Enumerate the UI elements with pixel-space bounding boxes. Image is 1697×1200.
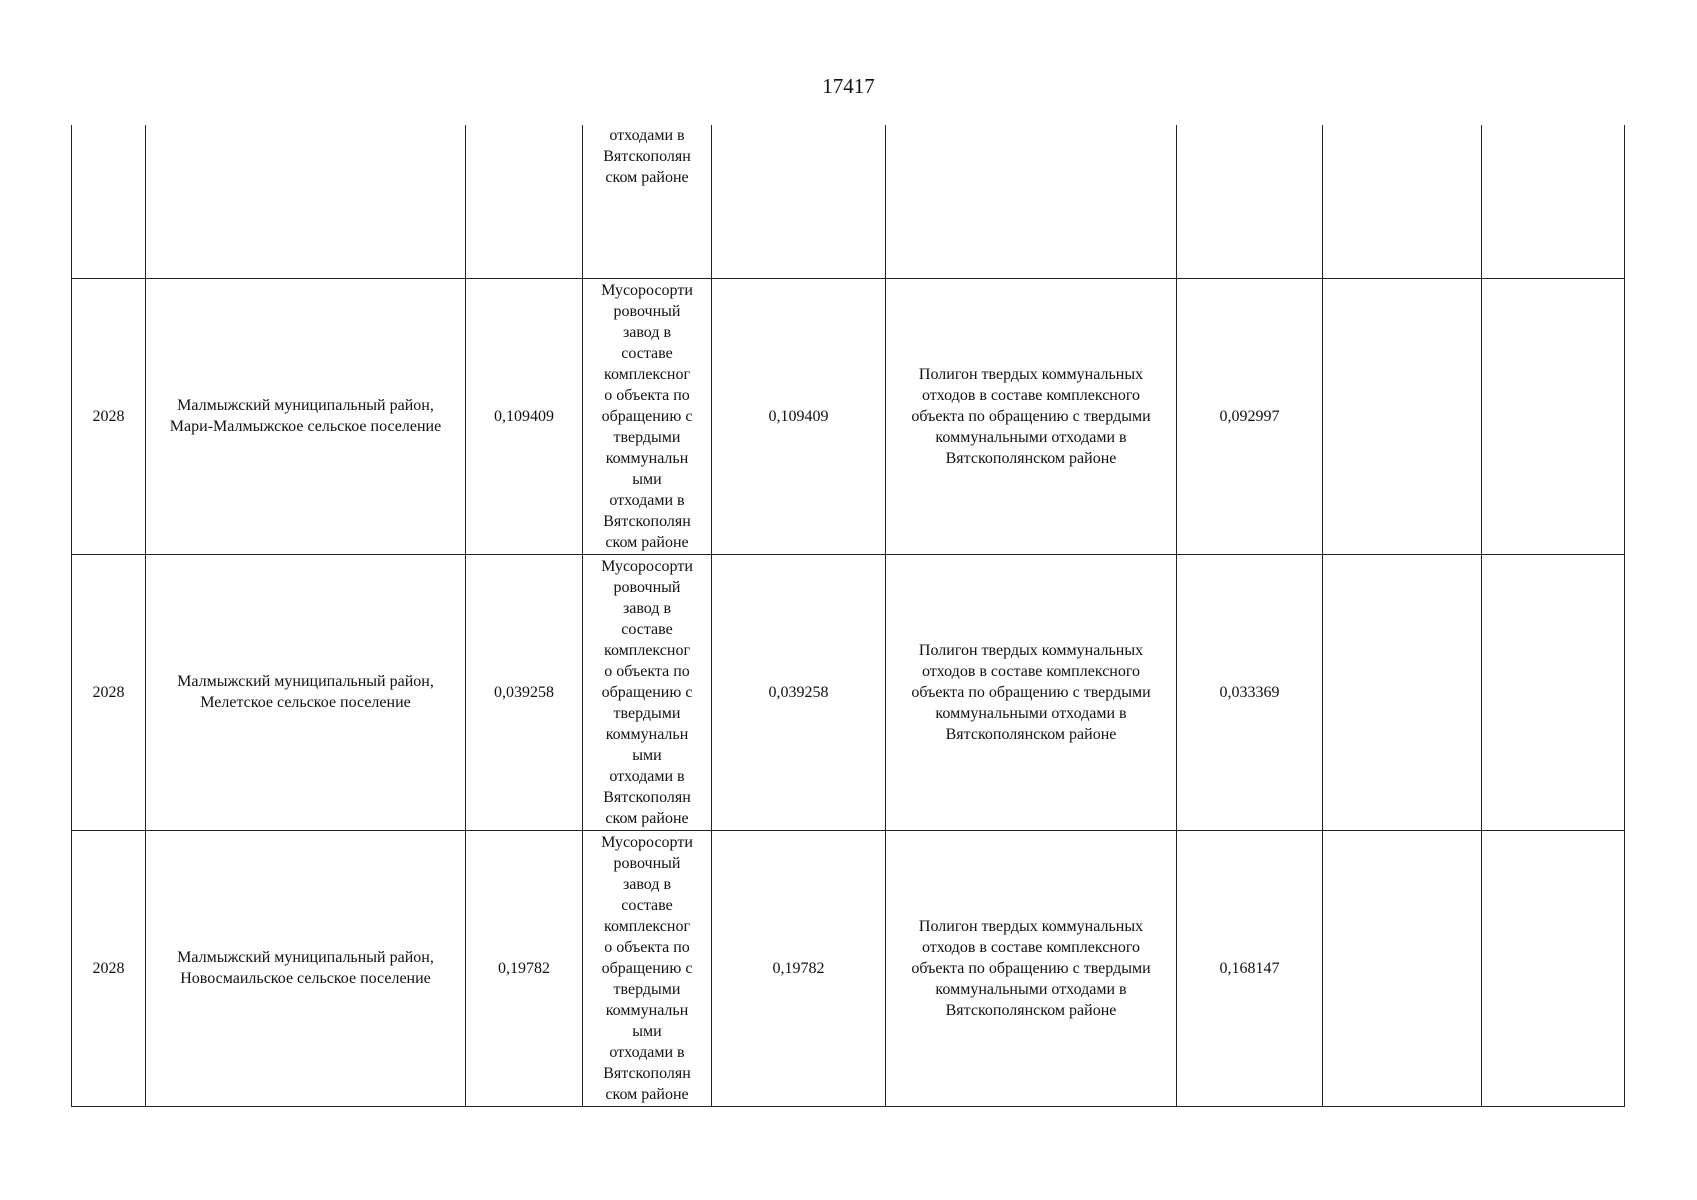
cell-facility-2: Полигон твердых коммунальных отходов в составе комплексного объекта по обращению с твердыми коммунальными отходами в Вятскополянском районе — [886, 830, 1177, 1106]
cell-year: 2028 — [72, 554, 146, 830]
facility-1-text: Мусоросорти ровочный завод в составе комплексног о объекта по обращению с твердыми коммунальн ыми отходами в Вятскополян ском районе — [601, 281, 693, 551]
cell-col10 — [1482, 278, 1625, 554]
cell-amount-1: 0,19782 — [466, 830, 583, 1106]
cell-amount-3: 0,168147 — [1177, 830, 1323, 1106]
cell-col9 — [1323, 125, 1482, 278]
facility-1-text: Мусоросорти ровочный завод в составе комплексног о объекта по обращению с твердыми коммунальн ыми отходами в Вятскополян ском районе — [601, 557, 693, 827]
cell-col10 — [1482, 830, 1625, 1106]
cell-facility-1 — [583, 125, 712, 278]
cell-amount-3: 0,092997 — [1177, 278, 1323, 554]
cell-territory: Малмыжский муниципальный район, Мелетское сельское поселение — [146, 554, 466, 830]
cell-col9 — [1323, 554, 1482, 830]
cell-facility-2 — [886, 125, 1177, 278]
cell-facility-1 — [583, 830, 712, 1106]
waste-flow-table — [71, 125, 1625, 1107]
cell-col9 — [1323, 830, 1482, 1106]
cell-col9 — [1323, 278, 1482, 554]
table-row-continued — [72, 125, 1625, 278]
cell-year: 2028 — [72, 830, 146, 1106]
cell-facility-2: Полигон твердых коммунальных отходов в составе комплексного объекта по обращению с твердыми коммунальными отходами в Вятскополянском районе — [886, 278, 1177, 554]
cell-territory: Малмыжский муниципальный район, Мари-Малмыжское сельское поселение — [146, 278, 466, 554]
cell-amount-3: 0,033369 — [1177, 554, 1323, 830]
facility-1-text: отходами в Вятскополян ском районе — [603, 127, 691, 186]
cell-territory — [146, 125, 466, 278]
cell-year: 2028 — [72, 278, 146, 554]
cell-facility-2: Полигон твердых коммунальных отходов в составе комплексного объекта по обращению с твердыми коммунальными отходами в Вятскополянском районе — [886, 554, 1177, 830]
table-row — [72, 554, 1625, 830]
cell-amount-2: 0,19782 — [712, 830, 886, 1106]
facility-1-text: Мусоросорти ровочный завод в составе комплексног о объекта по обращению с твердыми коммунальн ыми отходами в Вятскополян ском районе — [601, 833, 693, 1103]
cell-facility-1 — [583, 554, 712, 830]
cell-amount-1: 0,039258 — [466, 554, 583, 830]
cell-territory: Малмыжский муниципальный район, Новосмаильское сельское поселение — [146, 830, 466, 1106]
cell-amount-2 — [712, 125, 886, 278]
table-row — [72, 830, 1625, 1106]
cell-amount-2: 0,109409 — [712, 278, 886, 554]
cell-col10 — [1482, 554, 1625, 830]
cell-amount-1: 0,109409 — [466, 278, 583, 554]
cell-amount-1 — [466, 125, 583, 278]
cell-amount-2: 0,039258 — [712, 554, 886, 830]
table-row — [72, 278, 1625, 554]
cell-year — [72, 125, 146, 278]
cell-col10 — [1482, 125, 1625, 278]
page-number: 17417 — [822, 74, 875, 98]
cell-facility-1 — [583, 278, 712, 554]
cell-amount-3 — [1177, 125, 1323, 278]
